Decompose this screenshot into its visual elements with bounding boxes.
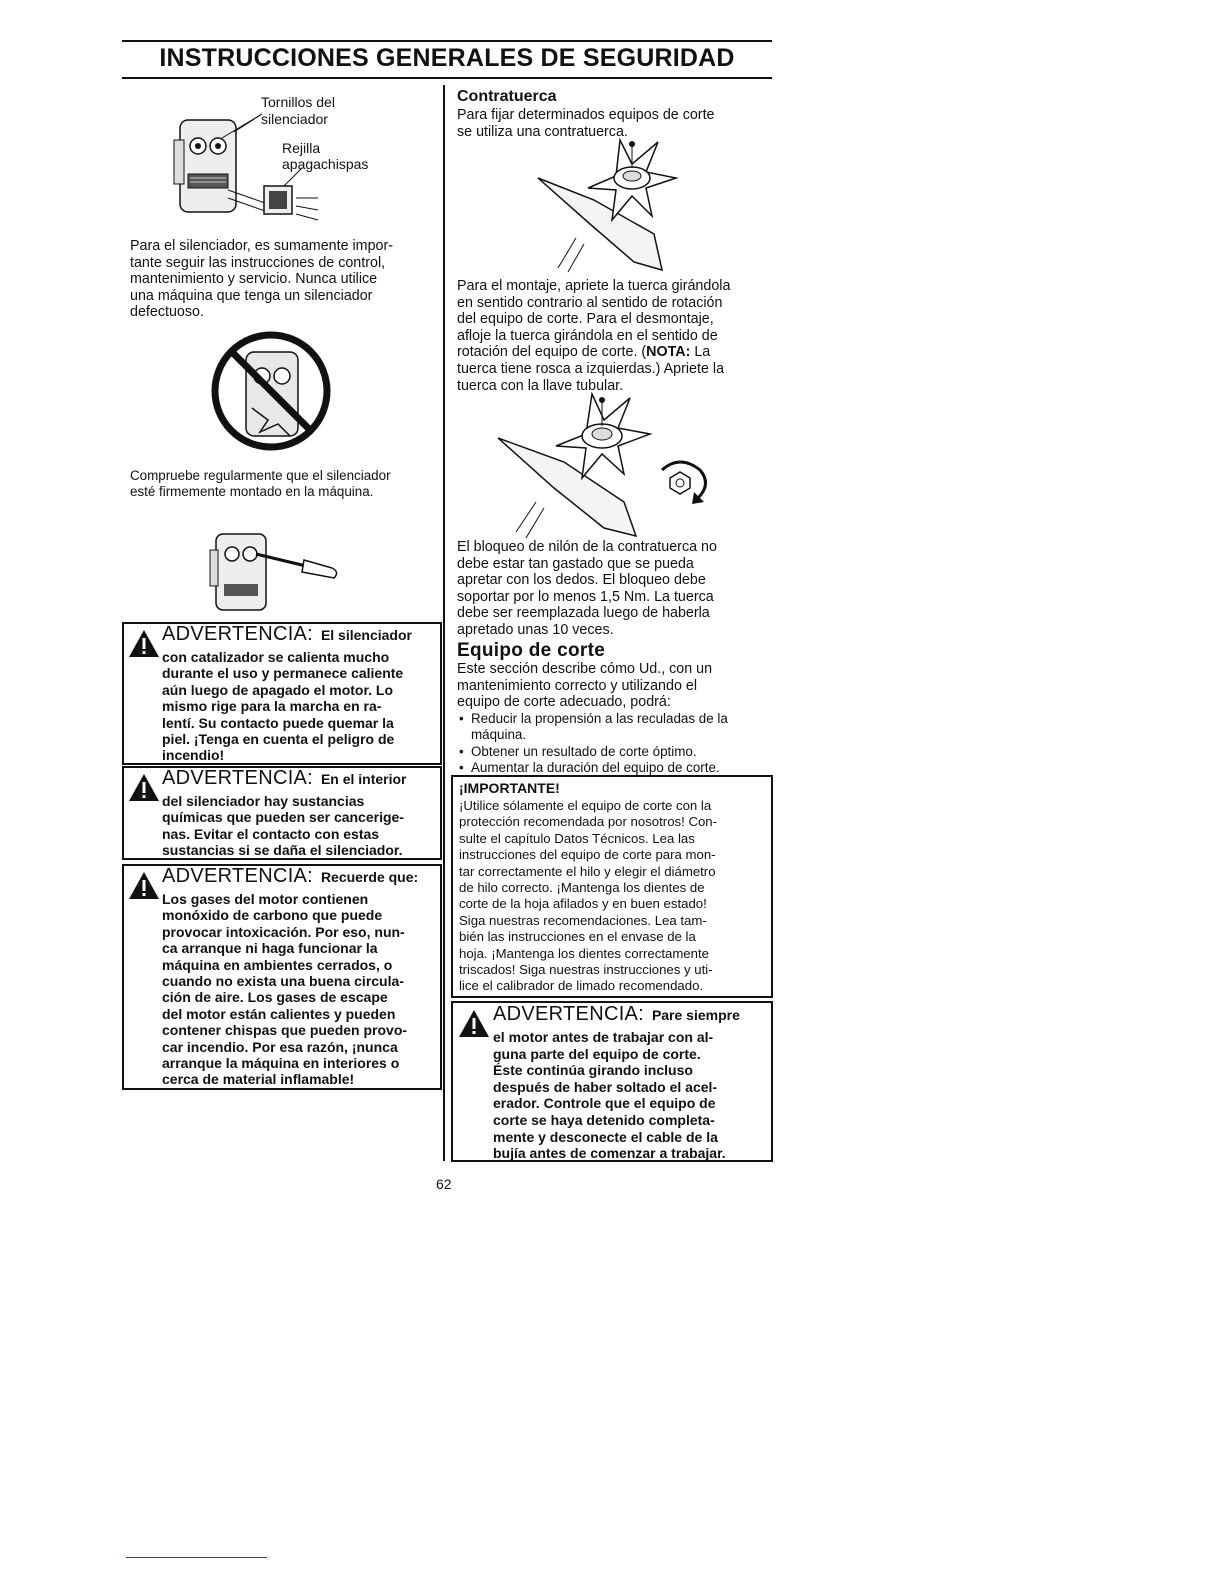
warning-triangle-icon xyxy=(458,1009,490,1038)
nylon-lock-paragraph: El bloqueo de nilón de la contratuerca no debe estar tan gastado que se pueda apretar con los dedos. El bloqueo debe soportar por lo menos 1,5 Nm. La tuerca debe ser reemplazada luego de haberla apretado unas 10 veces. xyxy=(457,539,717,638)
label-spark-screen-1: Rejilla xyxy=(282,140,321,156)
contratuerca-intro: Para fijar determinados equipos de corte se utiliza una contratuerca. xyxy=(457,107,715,140)
nut-rotation-figure xyxy=(494,392,730,542)
warning-lead: Pare siempre xyxy=(651,1007,740,1023)
warning-word: ADVERTENCIA: xyxy=(162,623,314,645)
warning-lead: En el interior xyxy=(320,771,407,787)
equipo-intro: Este sección describe cómo Ud., con un mantenimiento correcto y utilizando el equipo de corte adecuado, podrá: xyxy=(457,661,713,711)
important-box: ¡IMPORTANTE! ¡Utilice sólamente el equipo de corte con la protección recomendada por nosotros! Con- sulte el capítulo Datos Técnicos. Lea las instrucciones del equipo de corte para mon- tar correctamente el hilo y elegir el diámetro de hilo correcto. ¡Mantenga los dientes de corte de la hoja afilados y en buen estado! Siga nuestras recomendaciones. Lea tam- bién las instrucciones en el envase de la hoja. ¡Mantenga los dientes correctamente triscados! Siga nuestras instrucciones y uti- lice el calibrador de limado recomendado. xyxy=(451,775,773,998)
check-muffler-paragraph: Compruebe regularmente que el silenciador esté firmemente montado en la máquina. xyxy=(130,468,391,500)
muffler-paragraph: Para el silenciador, es sumamente impor- tante seguir las instrucciones de control, mantenimiento y servicio. Nunca utilice una máquina que tenga un silenciador defectuoso. xyxy=(130,238,394,321)
important-heading: ¡IMPORTANTE! xyxy=(459,780,560,796)
bullet-item: • Reducir la propensión a las reculadas de la máquina. xyxy=(457,711,767,744)
warning-lead: Recuerde que: xyxy=(320,869,419,885)
bullet-item: • Aumentar la duración del equipo de corte. xyxy=(457,760,767,776)
warning-word: ADVERTENCIA: xyxy=(162,767,314,789)
lock-nut-blade-figure xyxy=(536,138,696,278)
bullet-item: • Obtener un resultado de corte óptimo. xyxy=(457,744,767,760)
warning-hot-muffler: ADVERTENCIA: El silenciador con catalizador se calienta mucho durante el uso y permanece caliente aún luego de apagado el motor. Lo mismo rige para la marcha en ra- lentí. Su contacto puede quemar la piel. ¡Tenga en cuenta el peligro de incendio! xyxy=(122,622,442,765)
title-rule-bottom xyxy=(122,77,772,79)
mount-instructions: Para el montaje, apriete la tuerca girándola en sentido contrario al sentido de rotación del equipo de corte. Para el desmontaje, afloje la tuerca girándola en el sentido de rotación del equipo de corte. (NOTA: La tuerca tiene rosca a izquierdas.) Apriete la tuerca con la llave tubular. xyxy=(457,278,731,394)
no-defective-muffler-figure xyxy=(208,328,334,454)
warning-word: ADVERTENCIA: xyxy=(493,1003,645,1025)
warning-lead: El silenciador xyxy=(320,627,412,643)
label-spark-screen-2: apagachispas xyxy=(282,156,369,172)
warning-triangle-icon xyxy=(128,871,160,900)
warning-triangle-icon xyxy=(128,629,160,658)
label-muffler-screws-1: Tornillos del xyxy=(261,94,335,110)
warning-exhaust-gases: ADVERTENCIA: Recuerde que: Los gases del motor contienen monóxido de carbono que puede provocar intoxicación. Por eso, nun- ca arranque ni haga funcionar la máquina en ambientes cerrados, o cuando no exista una buena circula- ción de aire. Los gases de escape del motor están calientes y pueden contener chispas que pueden provo- car incendio. Por esa razón, ¡nunca arranque la máquina en interiores o cerca de material inflamable! xyxy=(122,864,442,1090)
title-rule-top xyxy=(122,40,772,42)
column-divider xyxy=(443,85,445,1161)
warning-stop-engine: ADVERTENCIA: Pare siempre el motor antes de trabajar con al- guna parte del equipo de corte. Éste continúa girando incluso después de haber soltado el acel- erador. Controle que el equipo de corte se haya detenido completa- mente y desconecte el cable de la bujía antes de comenzar a trabajar. xyxy=(451,1001,773,1162)
heading-equipo-de-corte: Equipo de corte xyxy=(457,640,606,661)
page-number: 62 xyxy=(436,1176,452,1192)
heading-contratuerca: Contratuerca xyxy=(457,88,557,105)
label-muffler-screws-2: silenciador xyxy=(261,111,328,127)
warning-triangle-icon xyxy=(128,773,160,802)
footer-underline xyxy=(126,1557,267,1558)
warning-carcinogenic: ADVERTENCIA: En el interior del silenciador hay sustancias químicas que pueden ser cancerige- nas. Evitar el contacto con estas sustancias si se daña el silenciador. xyxy=(122,766,442,860)
equipo-bullets xyxy=(457,711,767,777)
page-title: INSTRUCCIONES GENERALES DE SEGURIDAD xyxy=(159,44,735,72)
note-label: NOTA: xyxy=(646,344,691,361)
warning-word: ADVERTENCIA: xyxy=(162,865,314,887)
muffler-screwdriver-figure xyxy=(206,528,346,614)
